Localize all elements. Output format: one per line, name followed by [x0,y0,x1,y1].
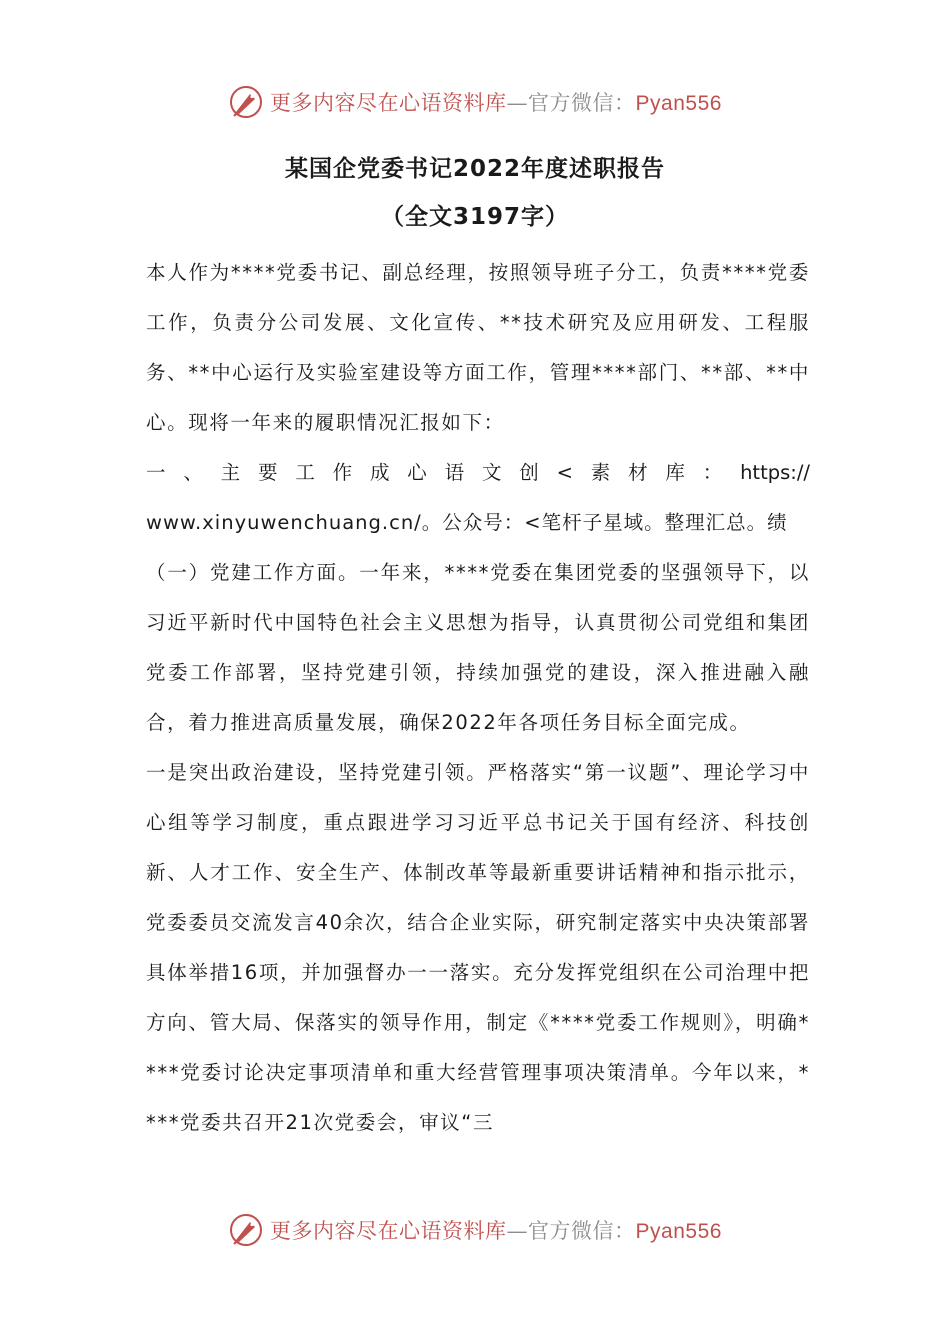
section-1-paragraph: （一）党建工作方面。一年来，****党委在集团党委的坚强领导下，以习近平新时代中国特色社会主义思想为指导，认真贯彻公司党组和集团党委工作部署，坚持党建引领，持续加强党的建设，深入推进融入融合，着力推进高质量发展，确保2022年各项任务目标全面完成。 [146,561,810,734]
document-title: 某国企党委书记2022年度述职报告 [284,156,665,182]
pen-nib-logo [228,84,264,120]
watermark-text: 更多内容尽在心语资料库—官方微信：Pyan556 [270,91,722,115]
heading-url-line: www.xinyuwenchuang.cn/。公众号：<笔杆子星域。整理汇总。绩 [146,511,788,534]
section-heading-line: 一 、 主 要 工 作 成 心 语 文 创 < 素 材 库 ： https:// [146,461,810,484]
watermark-banner-top [0,82,950,122]
section-2-paragraph: 一是突出政治建设，坚持党建引领。严格落实“第一议题”、理论学习中心组等学习制度，重点跟进学习习近平总书记关于国有经济、科技创新、人才工作、安全生产、体制改革等最新重要讲话精神和指示批示，党委委员交流发言40余次，结合企业实际，研究制定落实中央决策部署具体举措16项，并加强督办一一落实。充分发挥党组织在公司治理中把方向、管大局、保落实的领导作用，制定《****党委工作规则》，明确****党委讨论决定事项清单和重大经营管理事项决策清单。今年以来，****党委共召开21次党委会，审议“三 [146,761,810,1134]
document-subtitle: （全文3197字） [380,204,569,230]
watermark-text: 更多内容尽在心语资料库—官方微信：Pyan556 [270,1219,722,1243]
intro-paragraph: 本人作为****党委书记、副总经理，按照领导班子分工，负责****党委工作，负责分公司发展、文化宣传、**技术研究及应用研发、工程服务、**中心运行及实验室建设等方面工作，管理****部门、**部、**中心。现将一年来的履职情况汇报如下： [146,261,810,434]
pen-nib-logo [228,1212,264,1248]
document-body [146,248,810,1148]
watermark-banner-bottom [0,1210,950,1250]
